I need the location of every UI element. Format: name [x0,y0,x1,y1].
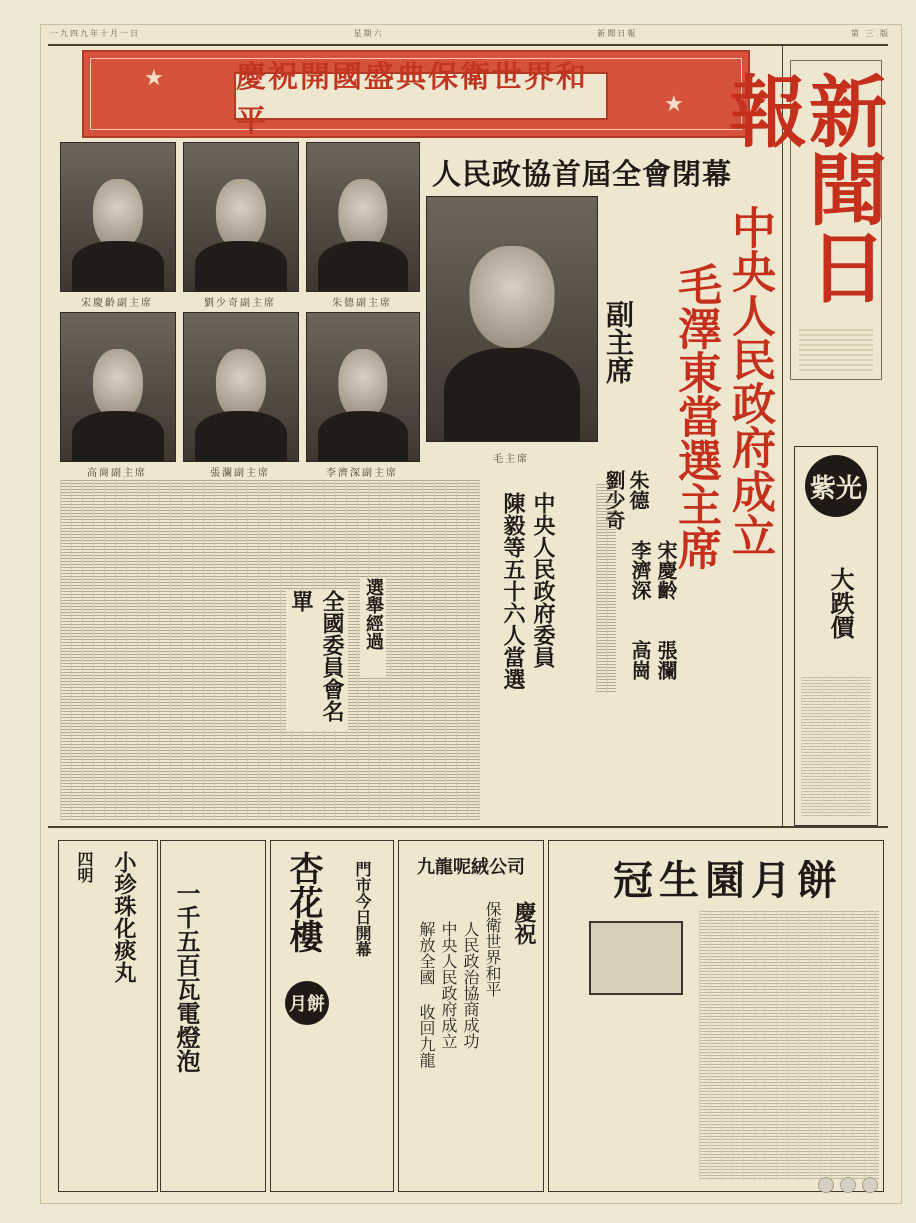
dianying-title: 一千五百瓦電燈泡 [172,881,201,1073]
photo-caption: 張瀾副主席 [210,468,270,479]
dadiejia-title: 大跌價 [826,567,855,639]
photo-caption: 劉少奇副主席 [204,298,276,309]
ad-text [801,677,871,817]
vice-chair-label: 副主席 [602,300,635,384]
masthead-name: 新聞日報 [716,71,887,305]
portrait-photo [306,142,420,292]
viewer-controls [818,1165,898,1205]
kaimu-text: 門市今日開幕 [353,861,372,957]
photo-caption: 朱德副主席 [332,298,392,309]
mid-rule [48,826,888,828]
dateline-paper: 新聞日報 [597,29,638,38]
zhiguang-ad [794,446,878,826]
masthead [716,60,887,380]
portrait-photo [306,312,420,462]
committee-subheadline: 陳毅等五十六人當選 [500,492,526,690]
vice-name: 宋慶齡 [654,540,678,600]
vice-name: 朱德 [626,470,650,510]
article-text [60,480,480,820]
jiulong-line: 人民政治協商成功 [461,921,480,1049]
main-headline: 人民政協首屆全會閉幕 [432,157,733,191]
xinghualou-title: 杏花樓 [283,851,323,953]
vice-name: 劉少奇 [602,470,626,530]
dateline-page: 第 三 版 [850,29,890,38]
star-icon: ★ [144,66,164,91]
jiulong-ad [398,840,544,1192]
masthead-info [799,329,873,373]
banner-text: 慶祝開國盛典保衛世界和平 [234,72,608,120]
xinghualou-ad [270,840,394,1192]
portrait-photo [60,142,176,292]
portrait-photo-main [426,196,598,442]
star-icon: ★ [664,92,684,117]
mooncake-box-icon [589,921,683,995]
guanshengyuan-title: 冠生園月餅 [613,857,843,904]
portrait-photo [60,312,176,462]
portrait-photo [183,312,299,462]
banner [82,50,750,138]
committee-headline: 中央人民政府委員 [530,492,556,668]
committee-list-title: 全國委員會名單 [286,590,348,730]
vice-name: 張瀾 [654,640,678,680]
jiulong-line: 解放全國 收回九龍 [417,921,436,1068]
xiaozhenzhu-title: 小珍珠化痰丸 [111,851,137,983]
dot-icon [862,1177,878,1193]
zhiguang-title: 紫光 [805,455,867,517]
dateline [50,28,890,40]
election-process-title: 選舉經過 [360,578,386,678]
portrait-photo [183,142,299,292]
article-text [596,484,616,694]
ad-text [699,911,879,1181]
dateline-weekday: 星期六 [353,29,384,38]
yuebing-badge: 月餅 [285,981,329,1025]
vice-name: 李濟深 [628,540,652,600]
photo-caption: 李濟深副主席 [326,468,398,479]
top-rule [48,44,888,46]
jiulong-line: 慶祝 [511,901,537,945]
dot-icon [818,1177,834,1193]
jiulong-line: 保衛世界和平 [483,901,502,997]
xiaozhenzhu-ad [58,840,158,1192]
red-headline-government: 中央人民政府成立 [724,205,775,557]
vice-name: 高崗 [628,640,652,680]
dot-icon [840,1177,856,1193]
guanshengyuan-ad [548,840,884,1192]
sanyou-title: 四明 [75,851,94,883]
jiulong-title: 九龍呢絨公司 [417,857,525,878]
red-headline-chairman: 毛澤東當選主席 [670,262,721,570]
photo-caption: 高崗副主席 [87,468,147,479]
dianying-ad [160,840,266,1192]
photo-caption-main: 毛主席 [493,454,529,465]
photo-caption: 宋慶齡副主席 [81,298,153,309]
dateline-date: 一九四九年十月一日 [50,29,140,38]
jiulong-line: 中央人民政府成立 [439,921,458,1049]
